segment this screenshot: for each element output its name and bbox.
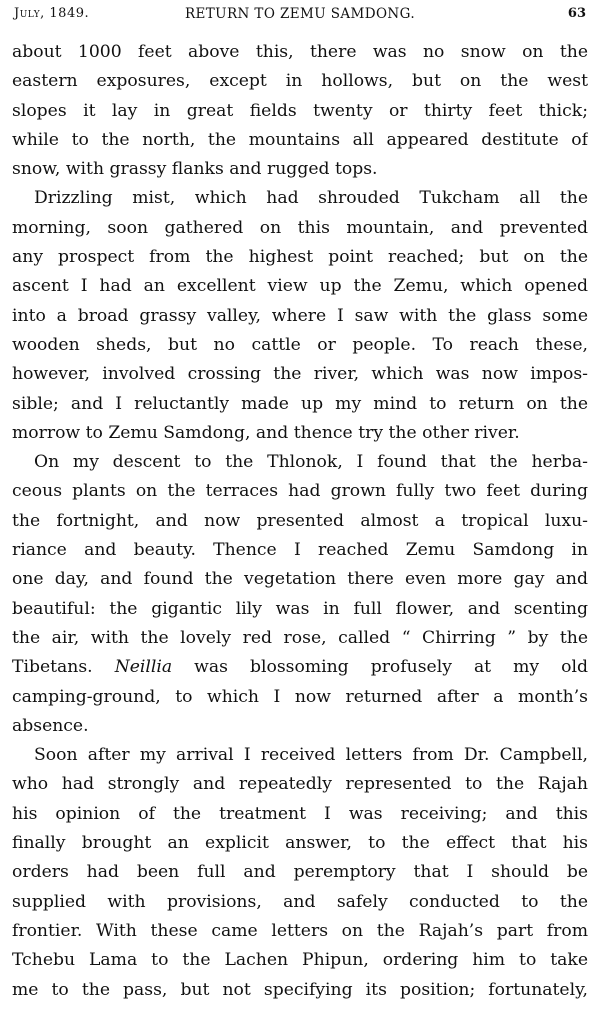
text-line: who had strongly and repeatedly represented to the Rajah [12,774,588,795]
text-line: eastern exposures, except in hollows, but on the west [12,71,588,92]
page-number: 63 [567,6,586,21]
text-line: Drizzling mist, which had shrouded Tukcham all the [34,188,588,209]
text-line: camping-ground, to which I now returned after a month’s [12,686,588,707]
book-page [12,0,588,1030]
text-line: his opinion of the treatment I was receiving; and this [12,803,588,824]
italic-genus-name: Neillia [114,657,173,678]
text-line: into a broad grassy valley, where I saw with the glass some [12,305,588,326]
paragraph-3 [12,448,588,741]
header-chapter-title: RETURN TO ZEMU SAMDONG. [184,6,416,22]
text-line: morning, soon gathered on this mountain, and prevented [12,217,588,238]
text-line: On my descent to the Thlonok, I found that the herba- [34,452,588,473]
text-line: me to the pass, but not specifying its position; fortunately, [12,979,588,1000]
text-line: however, involved crossing the river, which was now impos- [12,364,588,385]
text-line: ascent I had an excellent view up the Zemu, which opened [12,276,588,297]
text-line: beautiful: the gigantic lily was in full flower, and scenting [12,598,588,619]
text-line: orders had been full and peremptory that I should be [12,862,588,883]
text-fragment: Tibetans. [12,657,115,678]
header-date: July, 1849. [14,6,90,21]
paragraph-2 [12,184,588,448]
text-line: wooden sheds, but no cattle or people. To reach these, [12,334,588,355]
text-line: Tchebu Lama to the Lachen Phipun, ordering him to take [12,950,588,971]
text-line: while to the north, the mountains all appeared destitute of [12,129,588,150]
text-line: about 1000 feet above this, there was no snow on the [12,42,588,62]
text-line: frontier. With these came letters on the Rajah’s part from [12,920,588,941]
text-line-with-italic [12,653,588,682]
text-line: snow, with grassy flanks and rugged tops. [12,159,378,180]
text-line: Soon after my arrival I received letters from Dr. Campbell, [34,745,588,766]
text-line: sible; and I reluctantly made up my mind to return on the [12,393,588,414]
text-line: the fortnight, and now presented almost a tropical luxu- [12,510,588,531]
text-line: finally brought an explicit answer, to the effect that his [12,833,588,854]
paragraph-4 [12,741,588,1005]
text-line: the air, with the lovely red rose, called “ Chirring ” by the [12,627,588,648]
text-fragment: was blossoming profusely at my old [172,657,588,678]
text-line: morrow to Zemu Samdong, and thence try the other river. [12,422,520,443]
running-head [12,0,588,38]
body-text [12,38,588,1005]
text-line: supplied with provisions, and safely conducted to the [12,891,588,912]
text-line: absence. [12,715,89,736]
text-line: ceous plants on the terraces had grown fully two feet during [12,481,588,502]
text-line: riance and beauty. Thence I reached Zemu Samdong in [12,540,588,561]
text-line: any prospect from the highest point reached; but on the [12,247,588,268]
text-line: slopes it lay in great fields twenty or thirty feet thick; [12,100,588,121]
text-line: one day, and found the vegetation there even more gay and [12,569,588,590]
paragraph-1 [12,38,588,184]
